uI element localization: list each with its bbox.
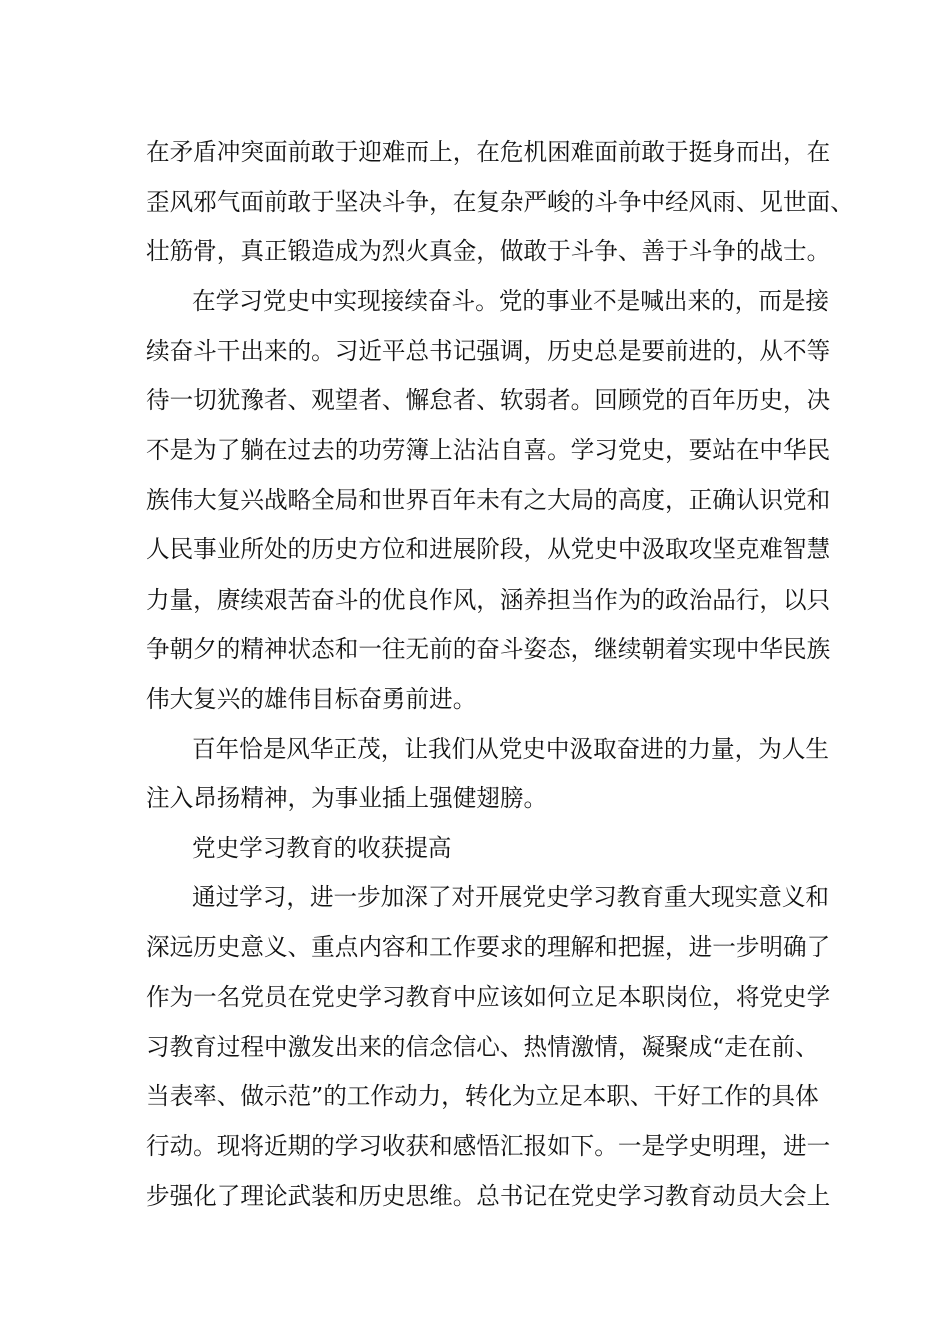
text-line-16: 通过学习，进一步加深了对开展党史学习教育重大现实意义和 — [192, 883, 830, 911]
text-line-7: 不是为了躺在过去的功劳簿上沾沾自喜。学习党史，要站在中华民 — [146, 436, 831, 464]
text-line-12: 伟大复兴的雄伟目标奋勇前进。 — [146, 685, 477, 713]
text-line-10: 力量，赓续艰苦奋斗的优良作风，涵养担当作为的政治品行，以只 — [146, 586, 831, 614]
text-line-9: 人民事业所处的历史方位和进展阶段，从党史中汲取攻坚克难智慧 — [146, 535, 831, 563]
text-line-11: 争朝夕的精神状态和一往无前的奋斗姿态，继续朝着实现中华民族 — [146, 635, 831, 663]
text-line-2: 歪风邪气面前敢于坚决斗争，在复杂严峻的斗争中经风雨、见世面、 — [146, 188, 854, 216]
text-line-8: 族伟大复兴战略全局和世界百年未有之大局的高度，正确认识党和 — [146, 486, 831, 514]
text-line-17: 深远历史意义、重点内容和工作要求的理解和把握，进一步明确了 — [146, 933, 831, 961]
section-heading: 党史学习教育的收获提高 — [192, 834, 452, 862]
text-line-22: 步强化了理论武装和历史思维。总书记在党史学习教育动员大会上 — [146, 1182, 831, 1210]
text-line-5: 续奋斗干出来的。习近平总书记强调，历史总是要前进的，从不等 — [146, 337, 831, 365]
text-line-21: 行动。现将近期的学习收获和感悟汇报如下。一是学史明理，进一 — [146, 1132, 831, 1160]
text-line-13: 百年恰是风华正茂，让我们从党史中汲取奋进的力量，为人生 — [192, 735, 830, 763]
text-line-3: 壮筋骨，真正锻造成为烈火真金，做敢于斗争、善于斗争的战士。 — [146, 237, 831, 265]
text-line-18: 作为一名党员在党史学习教育中应该如何立足本职岗位，将党史学 — [146, 983, 831, 1011]
text-line-19: 习教育过程中激发出来的信念信心、热情激情，凝聚成“走在前、 — [146, 1033, 819, 1061]
text-line-14: 注入昂扬精神，为事业插上强健翅膀。 — [146, 784, 548, 812]
text-line-6: 待一切犹豫者、观望者、懈怠者、软弱者。回顾党的百年历史，决 — [146, 386, 831, 414]
text-line-1: 在矛盾冲突面前敢于迎难而上，在危机困难面前敢于挺身而出，在 — [146, 138, 831, 166]
text-line-20: 当表率、做示范”的工作动力，转化为立足本职、干好工作的具体 — [146, 1082, 819, 1110]
text-line-4: 在学习党史中实现接续奋斗。党的事业不是喊出来的，而是接 — [192, 287, 830, 315]
